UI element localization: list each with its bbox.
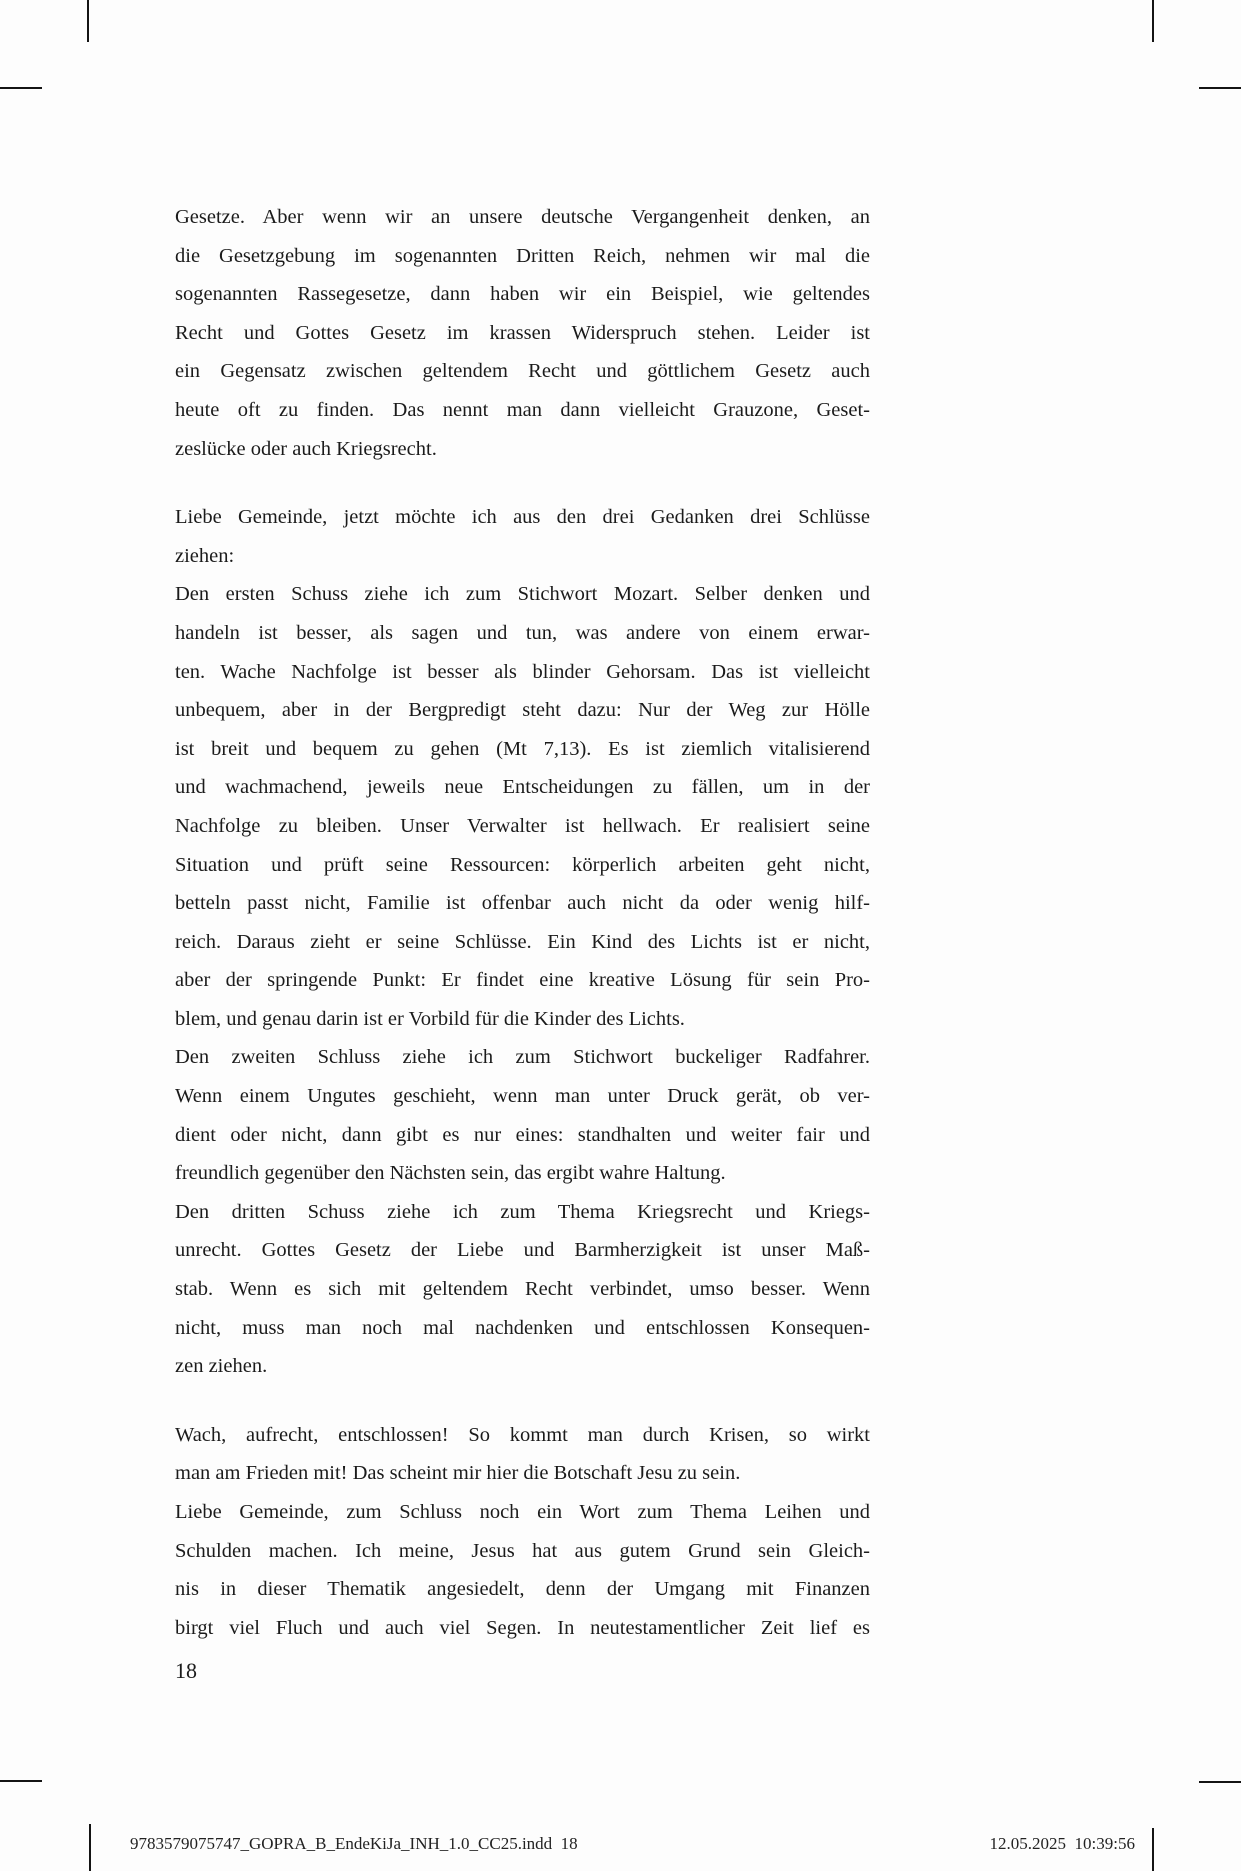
paragraph [175,1416,870,1648]
crop-mark-bottom-left-vertical [89,1824,91,1871]
text-line: die Gesetzgebung im sogenannten Dritten Reich, nehmen wir mal die [175,244,870,267]
text-line: Den ersten Schuss ziehe ich zum Stichwort Mozart. Selber denken und [175,583,870,606]
text-line: Wenn einem Ungutes geschieht, wenn man unter Druck gerät, ob ver- [175,1085,870,1108]
text-line: betteln passt nicht, Familie ist offenbar auch nicht da oder wenig hilf- [175,892,870,915]
paragraph [175,198,870,468]
crop-mark-top-left-horizontal [0,87,42,89]
text-line: Nachfolge zu bleiben. Unser Verwalter ist hellwach. Er realisiert seine [175,814,870,837]
text-line: birgt viel Fluch und auch viel Segen. In neutestamentlicher Zeit lief es [175,1616,870,1639]
text-line: unrecht. Gottes Gesetz der Liebe und Barmherzigkeit ist unser Maß- [175,1239,870,1262]
text-line: ziehen: [175,544,235,567]
crop-mark-top-right-vertical [1152,0,1154,42]
text-line: zen ziehen. [175,1355,268,1378]
text-line: ein Gegensatz zwischen geltendem Recht und göttlichem Gesetz auch [175,360,870,383]
text-line: und wachmachend, jeweils neue Entscheidungen zu fällen, um in der [175,776,870,799]
text-line: Liebe Gemeinde, zum Schluss noch ein Wort zum Thema Leihen und [175,1501,870,1523]
paragraph [175,498,870,1386]
text-line: ist breit und bequem zu gehen (Mt 7,13). Es ist ziemlich vitalisierend [175,737,870,760]
crop-mark-top-right-horizontal [1199,87,1241,89]
text-line: Situation und prüft seine Ressourcen: körperlich arbeiten geht nicht, [175,853,870,876]
text-line: blem, und genau darin ist er Vorbild für die Kinder des Lichts. [175,1007,685,1030]
print-footer [130,1833,1135,1855]
text-line: Wach, aufrecht, entschlossen! So kommt man durch Krisen, so wirkt [175,1423,870,1446]
text-line: sogenannten Rassegesetze, dann haben wir ein Beispiel, wie geltendes [175,283,870,306]
crop-mark-bottom-left-horizontal [0,1780,42,1782]
text-line: nis in dieser Thematik angesiedelt, denn der Umgang mit Finanzen [175,1578,870,1601]
text-line: Gesetze. Aber wenn wir an unsere deutsche Vergangenheit denken, an [175,206,870,228]
text-line: unbequem, aber in der Bergpredigt steht dazu: Nur der Weg zur Hölle [175,699,870,722]
text-line: Den dritten Schuss ziehe ich zum Thema Kriegsrecht und Kriegs- [175,1200,870,1223]
page-number: 18 [175,1658,197,1683]
text-line: Schulden machen. Ich meine, Jesus hat aus gutem Grund sein Gleich- [175,1539,870,1562]
text-line: aber der springende Punkt: Er findet eine kreative Lösung für sein Pro- [175,969,870,992]
text-block [175,198,870,1677]
text-line: heute oft zu finden. Das nennt man dann vielleicht Grauzone, Geset- [175,398,870,421]
text-line: stab. Wenn es sich mit geltendem Recht verbindet, umso besser. Wenn [175,1278,870,1301]
text-line: zeslücke oder auch Kriegsrecht. [175,437,437,460]
text-line: Recht und Gottes Gesetz im krassen Widerspruch stehen. Leider ist [175,321,870,344]
text-line: nicht, muss man noch mal nachdenken und entschlossen Konsequen- [175,1316,870,1339]
text-line: handeln ist besser, als sagen und tun, was andere von einem erwar- [175,621,870,644]
crop-mark-bottom-right-vertical [1152,1828,1154,1871]
crop-mark-top-left-vertical [87,0,89,42]
text-line: dient oder nicht, dann gibt es nur eines: standhalten und weiter fair und [175,1123,870,1146]
crop-mark-bottom-right-horizontal [1199,1781,1241,1783]
text-line: freundlich gegenüber den Nächsten sein, das ergibt wahre Haltung. [175,1162,726,1185]
text-line: Den zweiten Schluss ziehe ich zum Stichwort buckeliger Radfahrer. [175,1046,870,1069]
footer-timestamp: 12.05.2025 10:39:56 [989,1834,1135,1853]
text-line: Liebe Gemeinde, jetzt möchte ich aus den drei Gedanken drei Schlüsse [175,506,870,529]
text-line: ten. Wache Nachfolge ist besser als blinder Gehorsam. Das ist vielleicht [175,660,870,683]
text-line: reich. Daraus zieht er seine Schlüsse. Ein Kind des Lichts ist er nicht, [175,930,870,953]
footer-filename: 9783579075747_GOPRA_B_EndeKiJa_INH_1.0_CC25.indd 18 [130,1834,578,1853]
text-line: man am Frieden mit! Das scheint mir hier die Botschaft Jesu zu sein. [175,1462,741,1485]
